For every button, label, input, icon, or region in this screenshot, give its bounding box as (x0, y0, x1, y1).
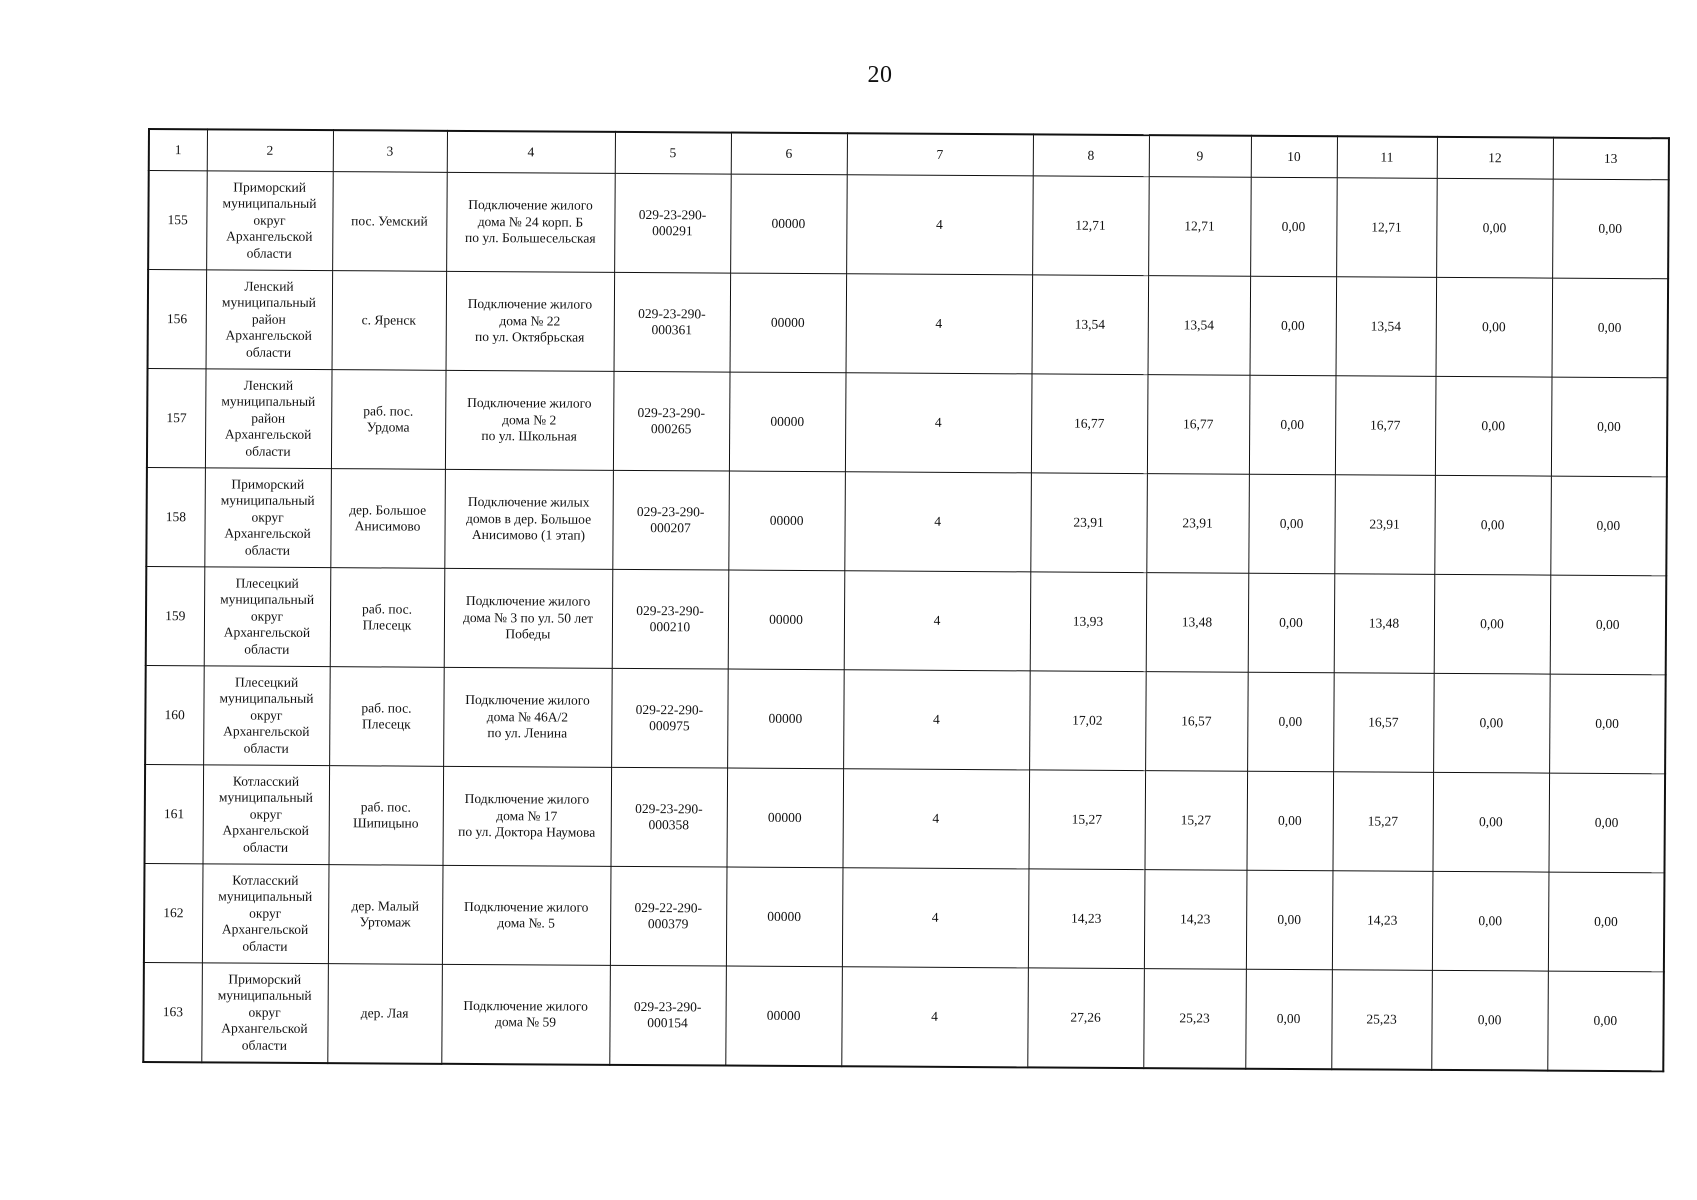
cell-text: Подключение жилого дома № 24 корп. Б по ул. Большесельская (465, 197, 596, 246)
column-7-cell (844, 472, 1031, 572)
cell-text: 0,00 (1278, 713, 1303, 729)
cell-text: 0,00 (1280, 416, 1305, 432)
column-8-value-cell (1030, 473, 1147, 573)
table-body (143, 171, 1668, 1072)
project-description-cell (444, 568, 613, 668)
cell-text: 0,00 (1478, 813, 1503, 830)
column-header-9: 9 (1149, 135, 1251, 177)
column-header-5: 5 (615, 132, 731, 174)
column-8-value-cell (1027, 968, 1144, 1068)
column-12-value-cell (1436, 277, 1553, 377)
cell-text: 16,77 (1182, 416, 1214, 432)
table-row (146, 566, 1667, 674)
data-table (142, 128, 1670, 1072)
cell-text: 12,71 (1184, 218, 1215, 234)
column-8-value-cell (1031, 374, 1148, 474)
cell-text: Подключение жилого дома №. 5 (463, 898, 589, 931)
registry-number-cell (610, 866, 727, 966)
column-7-cell (842, 769, 1029, 869)
cell-text: 00000 (767, 809, 802, 825)
column-7-cell (845, 373, 1032, 473)
project-description-cell (445, 370, 614, 470)
cell-text: 0,00 (1480, 615, 1504, 632)
cell-text: 4 (933, 612, 941, 628)
column-7-cell (842, 868, 1029, 968)
cell-text: 00000 (769, 512, 804, 528)
cell-text: Приморский муниципальный округ Архангельской области (220, 476, 315, 558)
column-header-2: 2 (207, 129, 333, 171)
cell-text: раб. пос. Плесецк (361, 600, 413, 633)
cell-text: 15,27 (1071, 811, 1103, 827)
table-row (148, 270, 1669, 378)
municipality-cell (201, 963, 328, 1063)
municipality-cell (202, 864, 329, 964)
registry-number-cell (613, 371, 730, 471)
registry-number-cell (610, 767, 727, 867)
cell-text: дер. Большое Анисимово (349, 501, 427, 534)
cell-text: 0,00 (1594, 814, 1619, 830)
column-9-value-cell (1146, 573, 1249, 673)
cell-text: 23,91 (1073, 514, 1104, 530)
cell-text: 0,00 (1596, 517, 1621, 533)
column-13-value-cell (1550, 575, 1667, 675)
cell-text: Подключение жилых домов в дер. Большое Анисимово (1 этап) (466, 494, 592, 543)
column-8-value-cell (1028, 770, 1145, 870)
column-10-value-cell (1248, 474, 1335, 574)
column-9-value-cell (1148, 276, 1251, 376)
cell-text: 029-23-290- 000361 (638, 305, 706, 338)
project-description-cell (442, 865, 611, 965)
cell-text: Подключение жилого дома № 22 по ул. Октябрьская (467, 296, 593, 345)
cell-text: 00000 (769, 611, 803, 627)
table-row (143, 962, 1664, 1071)
cell-text: 14,23 (1179, 911, 1211, 927)
table-row (148, 171, 1669, 279)
cell-text: 0,00 (1279, 515, 1304, 531)
cell-text: с. Яренск (361, 312, 417, 328)
column-9-value-cell (1147, 375, 1250, 475)
cell-text: 0,00 (1479, 714, 1504, 731)
column-9-value-cell (1145, 672, 1248, 772)
cell-text: 0,00 (1480, 516, 1505, 533)
column-7-cell (846, 274, 1033, 374)
settlement-cell (330, 568, 445, 668)
cell-text: 12,71 (1075, 217, 1106, 233)
cell-text: 16,77 (1073, 415, 1105, 431)
cell-text: 4 (934, 513, 942, 529)
column-8-value-cell (1032, 176, 1149, 276)
cell-text: 4 (935, 315, 943, 331)
cell-text: 0,00 (1595, 616, 1620, 632)
cell-text: Котласский муниципальный округ Архангельской области (218, 773, 313, 855)
column-7-cell (844, 571, 1031, 671)
row-number-cell (144, 863, 203, 962)
code-cell (728, 570, 845, 670)
page-number: 20 (867, 62, 893, 88)
column-12-value-cell (1434, 574, 1551, 674)
column-13-value-cell (1552, 278, 1669, 378)
cell-text: Ленский муниципальный район Архангельской области (221, 278, 316, 360)
cell-text: Подключение жилого дома № 3 по ул. 50 лет Победы (462, 593, 594, 642)
column-11-value-cell (1336, 178, 1437, 278)
column-10-value-cell (1245, 969, 1332, 1069)
column-7-cell (843, 670, 1030, 770)
cell-text: 0,00 (1593, 1012, 1618, 1028)
column-header-13: 13 (1553, 138, 1669, 180)
row-number-cell (148, 171, 207, 270)
column-13-value-cell (1551, 377, 1668, 477)
cell-text: 162 (163, 904, 184, 920)
cell-text: Подключение жилого дома № 2 по ул. Школьная (467, 395, 592, 444)
cell-text: 0,00 (1594, 913, 1618, 929)
cell-text: 00000 (767, 908, 802, 924)
settlement-cell (331, 370, 446, 470)
cell-text: 0,00 (1279, 614, 1303, 630)
cell-text: 0,00 (1481, 417, 1506, 434)
cell-text: 4 (931, 909, 939, 925)
column-11-value-cell (1334, 574, 1435, 674)
municipality-cell (204, 567, 331, 667)
row-number-cell (147, 369, 206, 468)
row-number-cell (146, 566, 205, 665)
registry-number-cell (612, 470, 729, 570)
cell-text: 12,71 (1371, 219, 1402, 235)
column-10-value-cell (1249, 375, 1336, 475)
cell-text: 0,00 (1598, 220, 1623, 236)
cell-text: Подключение жилого дома № 17 по ул. Доктора Наумова (458, 791, 596, 840)
cell-text: раб. пос. Урдома (363, 402, 414, 435)
column-header-6: 6 (731, 133, 847, 175)
column-10-value-cell (1247, 672, 1334, 772)
cell-text: 16,77 (1369, 417, 1401, 433)
registry-number-cell (614, 272, 731, 372)
municipality-cell (206, 171, 333, 271)
cell-text: 029-22-290- 000379 (634, 899, 703, 932)
row-number-cell (145, 665, 204, 764)
cell-text: Подключение жилого дома № 46А/2 по ул. Ленина (465, 692, 590, 741)
table-container (142, 128, 1668, 1072)
column-8-value-cell (1032, 275, 1149, 375)
column-12-value-cell (1435, 376, 1552, 476)
column-11-value-cell (1331, 970, 1432, 1070)
column-header-11: 11 (1337, 136, 1437, 178)
cell-text: 13,54 (1074, 316, 1106, 332)
municipality-cell (204, 468, 331, 568)
cell-text: 13,54 (1183, 317, 1215, 333)
cell-text: 00000 (766, 1007, 801, 1023)
cell-text: 0,00 (1595, 715, 1619, 731)
cell-text: 15,27 (1180, 812, 1212, 828)
column-12-value-cell (1431, 970, 1548, 1070)
table-row (147, 369, 1668, 477)
project-description-cell (443, 766, 612, 866)
cell-text: 00000 (771, 215, 806, 231)
code-cell (730, 273, 847, 373)
cell-text: 0,00 (1277, 911, 1302, 927)
project-description-cell (446, 271, 615, 371)
cell-text: 029-22-290- 000975 (635, 701, 704, 734)
settlement-cell (330, 469, 445, 569)
cell-text: 156 (166, 310, 188, 326)
row-number-cell (146, 467, 205, 566)
cell-text: Приморский муниципальный округ Архангельской области (222, 179, 317, 261)
cell-text: 160 (164, 706, 185, 722)
cell-text: 029-23-290- 000358 (635, 800, 703, 833)
cell-text: 0,00 (1277, 812, 1302, 828)
project-description-cell (446, 172, 615, 272)
settlement-cell (329, 766, 444, 866)
column-13-value-cell (1549, 674, 1666, 774)
column-13-value-cell (1547, 971, 1664, 1071)
registry-number-cell (609, 965, 726, 1065)
column-header-10: 10 (1251, 136, 1337, 178)
settlement-cell (329, 667, 444, 767)
table-row (145, 665, 1666, 773)
settlement-cell (332, 271, 447, 371)
table-row (144, 863, 1665, 971)
cell-text: 0,00 (1477, 1011, 1502, 1028)
cell-text: 14,23 (1366, 912, 1398, 928)
cell-text: Приморский муниципальный округ Архангельской области (217, 971, 312, 1053)
cell-text: 029-23-290- 000207 (636, 503, 705, 536)
cell-text: 15,27 (1367, 813, 1399, 829)
column-10-value-cell (1246, 870, 1333, 970)
cell-text: 4 (936, 216, 943, 232)
column-12-value-cell (1436, 178, 1553, 278)
code-cell (726, 768, 843, 868)
column-7-cell (841, 967, 1028, 1068)
column-13-value-cell (1548, 773, 1665, 873)
cell-text: 163 (162, 1003, 184, 1019)
cell-text: 16,57 (1368, 714, 1399, 730)
column-9-value-cell (1144, 870, 1247, 970)
cell-text: 0,00 (1481, 318, 1506, 335)
cell-text: 25,23 (1366, 1011, 1397, 1027)
table-row (145, 764, 1666, 872)
column-11-value-cell (1332, 871, 1433, 971)
column-8-value-cell (1028, 869, 1145, 969)
column-header-3: 3 (333, 130, 447, 172)
cell-text: дер. Малый Уртомаж (351, 897, 420, 930)
cell-text: 00000 (770, 413, 805, 429)
code-cell (730, 174, 847, 274)
code-cell (729, 372, 846, 472)
column-header-8: 8 (1033, 134, 1149, 176)
cell-text: 4 (931, 1008, 939, 1024)
cell-text: раб. пос. Плесецк (361, 699, 412, 732)
cell-text: Плесецкий муниципальный округ Архангельской области (219, 674, 314, 756)
column-8-value-cell (1029, 671, 1146, 771)
cell-text: Котласский муниципальный округ Архангельской области (218, 872, 313, 954)
cell-text: 13,48 (1181, 614, 1213, 630)
column-header-1: 1 (149, 129, 207, 171)
column-10-value-cell (1246, 771, 1333, 871)
column-11-value-cell (1336, 277, 1437, 377)
column-9-value-cell (1144, 771, 1247, 871)
column-12-value-cell (1432, 772, 1549, 872)
settlement-cell (327, 964, 442, 1064)
project-description-cell (441, 964, 610, 1065)
table-row (146, 467, 1667, 575)
cell-text: 0,00 (1482, 219, 1507, 236)
cell-text: 0,00 (1281, 218, 1306, 234)
cell-text: 13,48 (1368, 615, 1400, 631)
cell-text: 13,54 (1370, 318, 1402, 334)
column-12-value-cell (1434, 475, 1551, 575)
column-header-4: 4 (447, 131, 615, 174)
cell-text: Подключение жилого дома № 59 (463, 997, 588, 1030)
cell-text: 0,00 (1280, 317, 1305, 333)
registry-number-cell (611, 668, 728, 768)
column-9-value-cell (1146, 474, 1249, 574)
cell-text: 00000 (770, 314, 805, 330)
code-cell (728, 471, 845, 571)
column-9-value-cell (1148, 177, 1251, 277)
cell-text: раб. пос. Шипицыно (352, 798, 419, 831)
cell-text: Плесецкий муниципальный округ Архангельской области (220, 575, 315, 657)
cell-text: 159 (165, 607, 186, 623)
cell-text: 23,91 (1182, 515, 1213, 531)
cell-text: дер. Лая (360, 1005, 409, 1021)
column-13-value-cell (1552, 179, 1669, 279)
column-12-value-cell (1433, 673, 1550, 773)
project-description-cell (443, 667, 612, 767)
code-cell (726, 867, 843, 967)
column-header-7: 7 (847, 133, 1033, 176)
column-10-value-cell (1250, 276, 1337, 376)
cell-text: 0,00 (1478, 912, 1503, 929)
cell-text: 4 (934, 414, 942, 430)
cell-text: 0,00 (1276, 1010, 1301, 1026)
settlement-cell (328, 865, 443, 965)
column-11-value-cell (1332, 772, 1433, 872)
column-13-value-cell (1548, 872, 1665, 972)
cell-text: 157 (166, 409, 187, 425)
cell-text: 4 (932, 810, 940, 826)
column-11-value-cell (1334, 475, 1435, 575)
registry-number-cell (612, 569, 729, 669)
cell-text: 4 (932, 711, 940, 727)
registry-number-cell (614, 173, 731, 273)
municipality-cell (205, 369, 332, 469)
settlement-cell (332, 172, 447, 272)
cell-text: 029-23-290- 000265 (637, 404, 706, 437)
cell-text: 25,23 (1179, 1010, 1210, 1026)
column-10-value-cell (1248, 573, 1335, 673)
cell-text: 155 (167, 211, 188, 227)
code-cell (725, 966, 842, 1066)
column-8-value-cell (1030, 572, 1147, 672)
cell-text: 13,93 (1072, 613, 1104, 629)
cell-text: Ленский муниципальный район Архангельской области (221, 377, 316, 459)
column-12-value-cell (1432, 871, 1549, 971)
municipality-cell (203, 666, 330, 766)
cell-text: пос. Уемский (351, 212, 428, 229)
municipality-cell (203, 765, 330, 865)
row-number-cell (148, 270, 207, 369)
column-10-value-cell (1250, 177, 1337, 277)
cell-text: 0,00 (1597, 418, 1621, 434)
column-7-cell (846, 175, 1033, 275)
column-13-value-cell (1550, 476, 1667, 576)
cell-text: 23,91 (1369, 516, 1400, 532)
project-description-cell (444, 469, 613, 569)
cell-text: 029-23-290- 000210 (636, 602, 704, 635)
cell-text: 029-23-290- 000291 (638, 206, 707, 239)
cell-text: 029-23-290- 000154 (633, 998, 702, 1031)
column-header-12: 12 (1437, 137, 1553, 179)
column-11-value-cell (1333, 673, 1434, 773)
cell-text: 17,02 (1072, 712, 1103, 728)
column-11-value-cell (1335, 376, 1436, 476)
municipality-cell (206, 270, 333, 370)
cell-text: 00000 (768, 710, 803, 726)
cell-text: 14,23 (1070, 910, 1102, 926)
row-number-cell (145, 764, 204, 863)
cell-text: 161 (163, 805, 185, 821)
cell-text: 0,00 (1597, 319, 1622, 335)
cell-text: 27,26 (1070, 1009, 1101, 1025)
cell-text: 158 (165, 508, 187, 524)
cell-text: 16,57 (1181, 713, 1212, 729)
code-cell (727, 669, 844, 769)
column-9-value-cell (1143, 969, 1246, 1069)
row-number-cell (143, 962, 202, 1062)
